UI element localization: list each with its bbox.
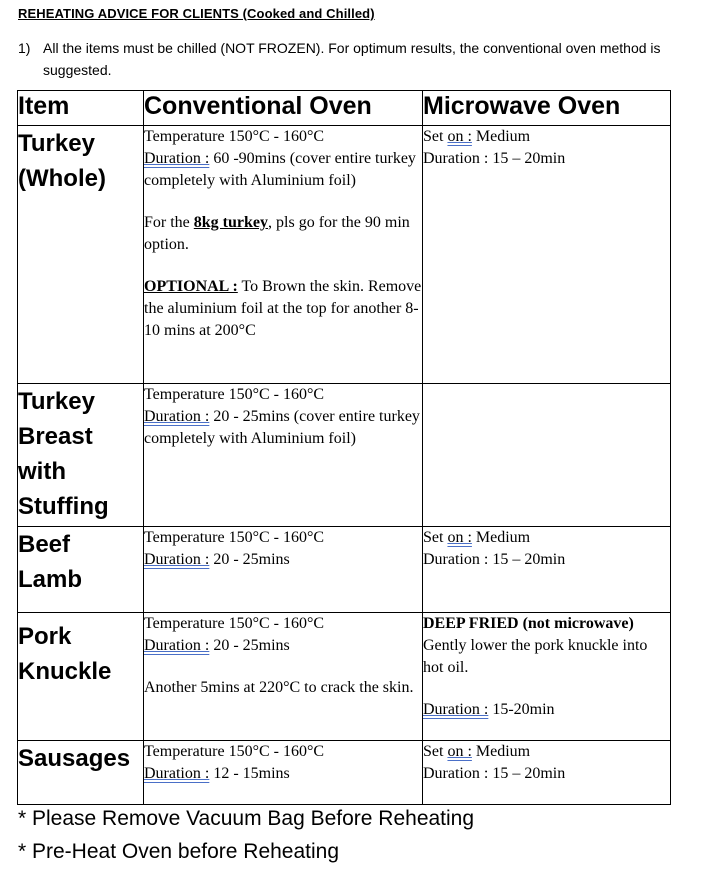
conventional-cell [144,613,423,741]
microwave-duration: Duration : 15 – 20min [423,551,566,568]
deep-fried-duration: Duration : 15-20min [423,701,555,718]
optional-note: OPTIONAL : To Brown the skin. Remove the aluminium foil at the top for another 8-10 mins at 200°C [144,278,422,339]
conventional-cell [144,527,423,613]
reheating-table [17,90,671,805]
temperature: Temperature 150°C - 160°C [144,529,325,546]
item-name: Turkey Breast with Stuffing [18,384,144,527]
header-conventional-oven: Conventional Oven [144,91,423,126]
temperature: Temperature 150°C - 160°C [144,386,325,403]
duration: Duration : 20 - 25mins [144,637,290,654]
microwave-setting: Set on : Medium [423,529,531,546]
duration: Duration : 20 - 25mins (cover entire turkey completely with Aluminium foil) [144,408,420,447]
size-note: For the 8kg turkey, pls go for the 90 min option. [144,214,410,253]
item-name: Turkey (Whole) [18,126,144,384]
table-row [18,384,671,527]
header-item: Item [18,91,144,126]
temperature: Temperature 150°C - 160°C [144,743,325,760]
temperature: Temperature 150°C - 160°C [144,128,325,145]
extra-note: Another 5mins at 220°C to crack the skin. [144,679,414,696]
duration: Duration : 12 - 15mins [144,765,290,782]
header-microwave-oven: Microwave Oven [423,91,671,126]
footer-note: * Please Remove Vacuum Bag Before Reheating [18,807,475,830]
microwave-duration: Duration : 15 – 20min [423,765,566,782]
duration: Duration : 60 -90mins (cover entire turkey completely with Aluminium foil) [144,150,416,189]
table-row [18,126,671,384]
microwave-cell [423,613,671,741]
microwave-cell [423,126,671,384]
duration: Duration : 20 - 25mins [144,551,290,568]
microwave-setting: Set on : Medium [423,743,531,760]
microwave-cell [423,741,671,805]
item-name: Pork Knuckle [18,613,144,741]
temperature: Temperature 150°C - 160°C [144,615,325,632]
microwave-setting: Set on : Medium [423,128,531,145]
table-header-row [18,91,671,126]
note-number: 1) [18,40,31,56]
deep-fried-text: Gently lower the pork knuckle into hot oil. [423,637,648,676]
conventional-cell [144,741,423,805]
conventional-cell [144,384,423,527]
microwave-cell [423,384,671,527]
microwave-cell [423,527,671,613]
table-row [18,741,671,805]
microwave-duration: Duration : 15 – 20min [423,150,566,167]
footer-note: * Pre-Heat Oven before Reheating [18,840,340,863]
conventional-cell [144,126,423,384]
note-text: All the items must be chilled (NOT FROZEN). For optimum results, the conventional oven method is suggested. [43,40,661,78]
item-name: Beef Lamb [18,527,144,613]
page-title: REHEATING ADVICE FOR CLIENTS (Cooked and Chilled) [18,6,375,21]
instruction-note [18,37,688,81]
table-row [18,613,671,741]
table-row [18,527,671,613]
deep-fried-heading: DEEP FRIED (not microwave) [423,615,634,632]
item-name: Sausages [18,741,144,805]
